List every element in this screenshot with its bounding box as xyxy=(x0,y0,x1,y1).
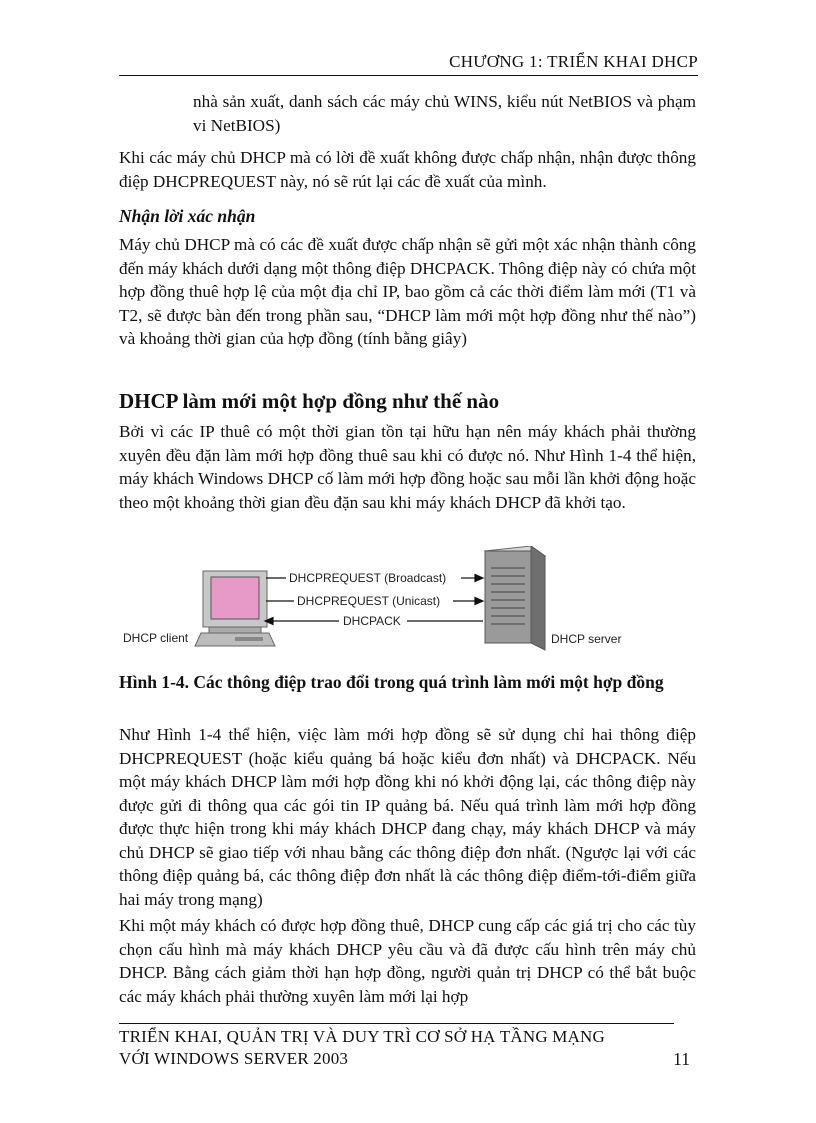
figure-caption: Hình 1-4. Các thông điệp trao đổi trong quá trình làm mới một hợp đồng xyxy=(119,672,664,692)
page-number: 11 xyxy=(673,1049,690,1069)
client-computer-icon xyxy=(195,571,275,646)
footer-rule xyxy=(119,1023,674,1024)
message-ack: DHCPACK xyxy=(343,614,401,628)
section-heading: DHCP làm mới một hợp đồng như thế nào xyxy=(119,389,500,413)
server-icon xyxy=(485,546,545,650)
book-title-line2: VỚI WINDOWS SERVER 2003 xyxy=(119,1049,349,1068)
message-unicast-request: DHCPREQUEST (Unicast) xyxy=(297,594,441,608)
chapter-title: CHƯƠNG 1: TRIỂN KHAI DHCP xyxy=(449,52,698,71)
server-label: DHCP server xyxy=(551,632,622,646)
paragraph: Khi các máy chủ DHCP mà có lời đề xuất không được chấp nhận, nhận được thông điệp DHCPREQUEST này, nó sẽ rút lại các đề xuất của mình. xyxy=(119,148,696,191)
client-label: DHCP client xyxy=(123,631,189,645)
message-broadcast-request: DHCPREQUEST (Broadcast) xyxy=(289,571,447,585)
figure-dhcp-renewal xyxy=(119,546,639,654)
book-title-line1: TRIỂN KHAI, QUẢN TRỊ VÀ DUY TRÌ CƠ SỞ HẠ TẦNG MẠNG xyxy=(119,1027,605,1046)
paragraph: Như Hình 1-4 thể hiện, việc làm mới hợp đồng sẽ sử dụng chỉ hai thông điệp DHCPREQUEST (hoặc kiểu quảng bá hoặc kiểu đơn nhất) và DHCPACK. Nếu một máy khách DHCP làm mới hợp đồng khi nó khởi động lại, các thông điệp này được gửi đi thông qua các gói tin IP quảng bá. Nếu quá trình làm mới hợp đồng được thực hiện trong khi máy khách DHCP đang chạy, máy khách DHCP và máy chủ DHCP sẽ giao tiếp với nhau bằng các thông điệp đơn nhất. (Ngược lại với các thông điệp quảng bá, các thông điệp đơn nhất là các thông điệp điểm-tới-điểm giữa hai máy trong mạng) xyxy=(119,725,696,909)
header-rule xyxy=(119,75,698,76)
paragraph-continuation: nhà sản xuất, danh sách các máy chủ WINS, kiểu nút NetBIOS và phạm vi NetBIOS) xyxy=(193,92,696,135)
paragraph: Máy chủ DHCP mà có các đề xuất được chấp nhận sẽ gửi một xác nhận thành công đến máy khách dưới dạng một thông điệp DHCPACK. Thông điệp này có chứa một hợp đồng thuê hợp lệ của một địa chỉ IP, bao gồm cả các thời điểm làm mới (T1 và T2, sẽ được bàn đến trong phần sau, “DHCP làm mới một hợp đồng như thế nào”) và khoảng thời gian của hợp đồng (tính bằng giây) xyxy=(119,235,696,348)
subheading-ack: Nhận lời xác nhận xyxy=(119,206,256,226)
paragraph: Bởi vì các IP thuê có một thời gian tồn tại hữu hạn nên máy khách phải thường xuyên đều đặn làm mới hợp đồng thuê sau khi có được nó. Như Hình 1-4 thể hiện, máy khách Windows DHCP cố làm mới hợp đồng hoặc sau mỗi lần khởi động hoặc theo một khoảng thời gian đều đặn sau khi máy khách DHCP đã khởi tạo. xyxy=(119,422,696,512)
paragraph: Khi một máy khách có được hợp đồng thuê, DHCP cung cấp các giá trị cho các tùy chọn cấu hình mà máy khách DHCP yêu cầu và đã được cấu hình trên máy chủ DHCP. Bằng cách giảm thời hạn hợp đồng, người quản trị DHCP có thể bắt buộc các máy khách phải thường xuyên làm mới lại hợp xyxy=(119,916,696,1006)
